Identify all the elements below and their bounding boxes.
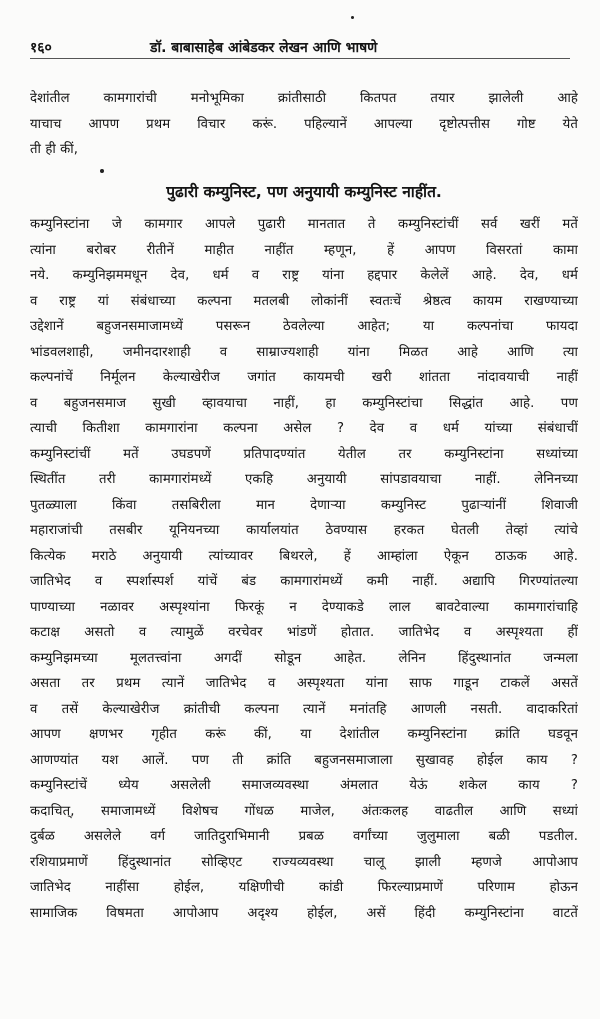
text-line: व बहुजनसमाज सुखी व्हावयाचा नाहीं, हा कम्युनिस्टांचा सिद्धांत आहे. पण [30,395,578,411]
text-line: स्थितींत तरी कामगारांमध्यें एकहि अनुयायी सांपडावयाचा नाहीं. लेनिनच्या [30,472,578,487]
text-line: महाराजांची तसबीर यूनियनच्या कार्यालयांत ठेवण्यास हरकत घेतली तेव्हां त्यांचे [30,523,578,538]
text-line: असता तर प्रथम त्यानें जातिभेद व अस्पृश्यता यांना साफ गाडून टाकलें असतें [30,676,578,691]
text-line: कटाक्ष असतो व त्यामुळें वरचेवर भांडणें होतात. जातिभेद व अस्पृश्यता हीं [30,625,578,640]
text-line: व राष्ट्र यां संबंधाच्या कल्पना मतलबी लोकांनीं स्वतःचें श्रेष्ठत्व कायम राखण्याच्या [30,293,578,309]
text-line: कदाचित्, समाजामध्यें विशेषच गोंधळ माजेल, अंतःकलह वाढतील आणि सध्यां [30,803,578,819]
text-line: रशियाप्रमाणें हिंदुस्थानांत सोव्हिएट राज्यव्यवस्था चालू झाली म्हणजे आपोआप [30,854,578,870]
text-line: भांडवलशाही, जमीनदारशाही व साम्राज्यशाही यांना मिळत आहे आणि त्या [30,344,578,360]
text-line: कित्येक मराठे अनुयायी त्यांच्यावर बिथरले, हें आम्हांला ऐकून ठाऊक आहे. [30,548,578,564]
text-line: पुतळ्याला किंवा तसबिरीला मान देणाऱ्या कम्युनिस्ट पुढाऱ्यांनीं शिवाजी [30,497,578,513]
text-line: आणण्यांत यश आलें. पण ती क्रांति बहुजनसमाजाला सुखावह होईल काय ? [30,752,578,768]
main-paragraph [30,212,578,926]
text-line: जातिभेद व स्पर्शास्पर्श यांचें बंड कामगारांमध्यें कमी नाहीं. अद्यापि गिरण्यांतल्या [30,574,578,589]
text-line: नये. कम्युनिझममधून देव, धर्म व राष्ट्र यांना हद्दपार केलेलें आहे. देव, धर्म [30,268,578,283]
page-number: १६० [30,40,52,56]
text-line: याचाच आपण प्रथम विचार करूं. पहिल्यानें आपल्या दृष्टोत्पत्तीस गोष्ट येते [30,116,578,132]
text-line: उद्देशानें बहुजनसमाजामध्यें पसरून ठेवलेल्या आहेत; या कल्पनांचा फायदा [30,319,578,334]
text-line: कम्युनिस्टांना जे कामगार आपले पुढारी मानतात ते कम्युनिस्टांचीं सर्व खरीं मतें [30,217,578,232]
text-line: कल्पनांचें निर्मूलन केल्याखेरीज जगांत कायमची खरी शांतता नांदावयाची नाहीं [30,370,578,385]
running-head: डॉ. बाबासाहेब आंबेडकर लेखन आणि भाषणे [150,40,378,56]
text-line: दुर्बळ असलेले वर्ग जातिदुराभिमानी प्रबळ वर्गांच्या जुलुमाला बळी पडतील. [30,829,578,844]
text-line: ती ही कीं, [30,142,79,157]
text-line: आपण क्षणभर गृहीत करूं कीं, या देशांतील कम्युनिस्टांना क्रांति घडवून [30,727,578,742]
text-line: कम्युनिस्टांचें ध्येय असलेली समाजव्यवस्था अंमलात येऊं शकेल काय ? [30,778,578,793]
print-speck [100,169,104,173]
intro-paragraph [30,86,578,163]
text-line: कम्युनिझमच्या मूलतत्त्वांना अगदीं सोडून आहेत. लेनिन हिंदुस्थानांत जन्मला [30,650,578,666]
text-line: त्यांना बरोबर रीतीनें माहीत नाहींत म्हणून, हें आपण विसरतां कामा [30,242,578,258]
text-line: त्याची कितीशा कामगारांना कल्पना असेल ? देव व धर्म यांच्या संबंधाचीं [30,421,578,436]
text-line: कम्युनिस्टांचीं मतें उघडपणें प्रतिपादण्यांत येतील तर कम्युनिस्टांना सध्यांच्या [30,446,578,462]
page-header [30,36,570,59]
text-line: सामाजिक विषमता आपोआप अदृश्य होईल, असें हिंदी कम्युनिस्टांना वाटतें [30,905,578,921]
text-line: देशांतील कामगारांची मनोभूमिका क्रांतीसाठी कितपत तयार झालेली आहे [30,91,578,106]
text-line: व तसें केल्याखेरीज क्रांतीची कल्पना त्यानें मनांतहि आणली नसती. वादाकरितां [30,701,578,717]
text-line: जातिभेद नाहींसा होईल, यक्षिणीची कांडी फिरल्याप्रमाणें परिणाम होऊन [30,880,578,895]
print-speck [351,16,354,19]
section-heading: पुढारी कम्युनिस्ट, पण अनुयायी कम्युनिस्ट नाहींत. [166,183,442,201]
text-line: पाण्याच्या नळावर अस्पृश्यांना फिरकूं न देण्याकडे लाल बावटेवाल्या कामगारांचाहि [30,599,578,615]
